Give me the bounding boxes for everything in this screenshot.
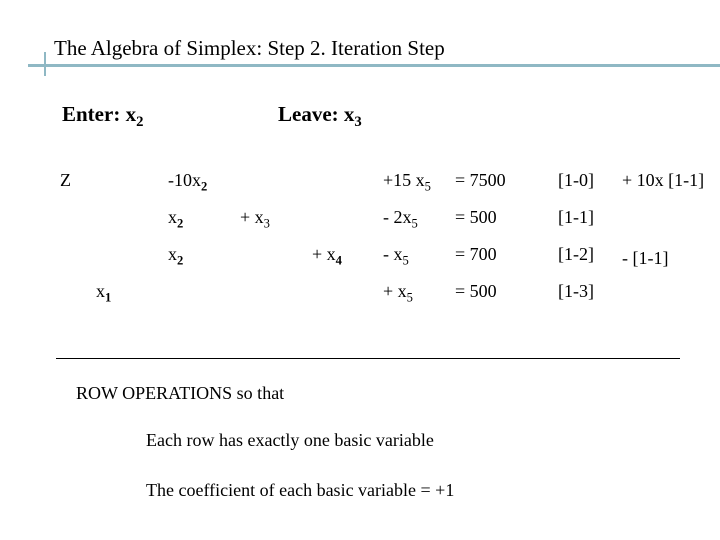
enter-variable: Enter: $x_2$: [62, 102, 144, 131]
row3-tag: [1-3]: [558, 281, 594, 301]
row0-x5-term: +15 $x_5$: [383, 170, 431, 194]
row3-x5-term: + $x_5$: [383, 281, 413, 305]
row2-operation: - [1-1]: [622, 248, 669, 268]
row0-z: Z: [60, 170, 71, 190]
row3-x1-term: $x_1$: [96, 281, 112, 305]
row3-rhs: = 500: [455, 281, 497, 301]
row1-x2-term: $x_2$: [168, 207, 184, 231]
row2-x5-term: - $x_5$: [383, 244, 409, 268]
row-operations-heading: ROW OPERATIONS so that: [76, 383, 285, 403]
row0-operation: + 10x [1-1]: [622, 170, 705, 190]
row0-x2-term: $-10x_2$: [168, 170, 208, 194]
row0-rhs: = 7500: [455, 170, 506, 190]
title-underline: [28, 64, 720, 67]
row2-rhs: = 700: [455, 244, 497, 264]
row1-tag: [1-1]: [558, 207, 594, 227]
title-accent-mark: [44, 52, 46, 76]
row1-rhs: = 500: [455, 207, 497, 227]
rule-coefficient-plus-one: The coefficient of each basic variable = +1: [146, 480, 455, 500]
row0-tag: [1-0]: [558, 170, 594, 190]
section-divider: [56, 358, 680, 359]
slide-title: The Algebra of Simplex: Step 2. Iteration Step: [54, 36, 445, 60]
row2-x2-term: $x_2$: [168, 244, 184, 268]
row1-x3-term: + $x_3$: [240, 207, 270, 231]
rule-one-basic-variable: Each row has exactly one basic variable: [146, 430, 434, 450]
row1-x5-term: - $2x_5$: [383, 207, 418, 231]
row2-tag: [1-2]: [558, 244, 594, 264]
leave-variable: Leave: $x_3$: [278, 102, 362, 131]
row2-x4-term: + $x_4$: [312, 244, 342, 268]
